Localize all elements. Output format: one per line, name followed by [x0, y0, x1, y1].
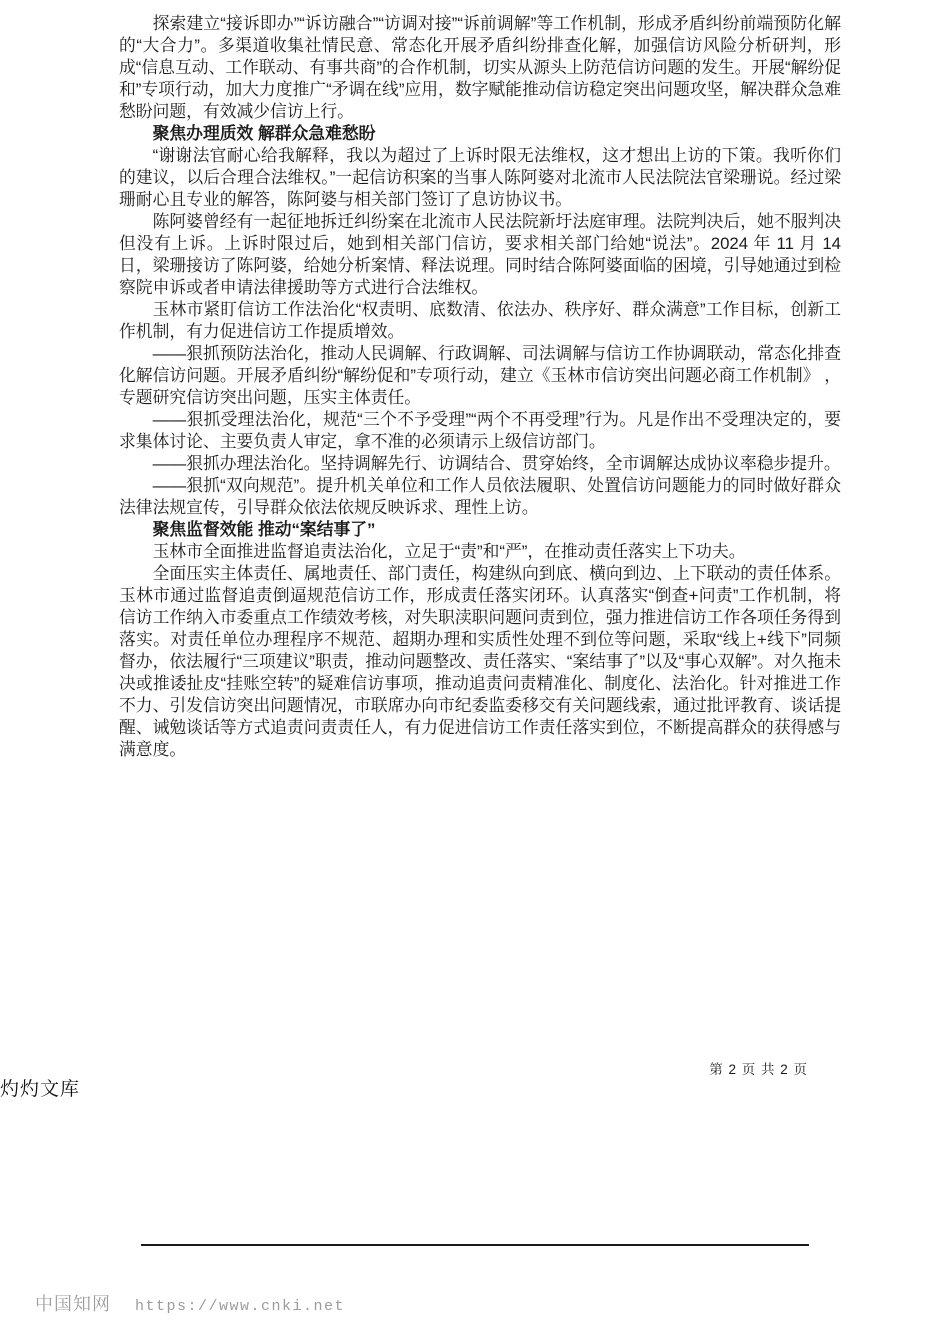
paragraph: 玉林市紧盯信访工作法治化“权责明、底数清、依法办、秩序好、群众满意”工作目标，创新工作机制，有力促进信访工作提质增效。 [119, 300, 841, 341]
section-heading: 聚焦监督效能 推动“案结事了” [152, 520, 376, 539]
paragraph: ——狠抓受理法治化，规范“三个不予受理”“两个不再受理”行为。凡是作出不受理决定的，要求集体讨论、主要负责人审定，拿不准的必须请示上级信访部门。 [119, 410, 841, 451]
paragraph: 玉林市全面推进监督追责法治化，立足于“责”和“严”，在推动责任落实上下功夫。 [152, 542, 746, 561]
paragraph: 探索建立“接诉即办”“诉访融合”“访调对接”“诉前调解”等工作机制，形成矛盾纠纷前端预防化解的“大合力”。多渠道收集社情民意、常态化开展矛盾纠纷排查化解，加强信访风险分析研判，形成“信息互动、工作联动、有事共商”的合作机制，切实从源头上防范信访问题的发生。开展“解纷促和”专项行动，加大力度推广“矛调在线”应用，数字赋能推动信访稳定突出问题攻坚，解决群众急难愁盼问题，有效减少信访上行。 [119, 14, 841, 121]
paragraph: ——狠抓“双向规范”。提升机关单位和工作人员依法履职、处置信访问题能力的同时做好群众法律法规宣传，引导群众依法依规反映诉求、理性上访。 [119, 476, 841, 517]
library-watermark: 灼灼文库 [0, 1079, 81, 1100]
page-number-indicator: 第 2 页 共 2 页 [709, 1062, 808, 1077]
footer-divider-line [141, 1244, 809, 1246]
document-body [119, 13, 841, 761]
source-branding [35, 1290, 345, 1316]
cnki-site-url: https://www.cnki.net [135, 1298, 346, 1315]
paragraph: 陈阿婆曾经有一起征地拆迁纠纷案在北流市人民法院新圩法庭审理。法院判决后，她不服判决但没有上诉。上诉时限过后，她到相关部门信访，要求相关部门给她“说法”。2024 年 11 月 14 日，梁珊接访了陈阿婆，给她分析案情、释法说理。同时结合陈阿婆面临的困境，引导她通过到检察院申诉或者申请法律援助等方式进行合法维权。 [119, 212, 841, 297]
paragraph: 全面压实主体责任、属地责任、部门责任，构建纵向到底、横向到边、上下联动的责任体系。玉林市通过监督追责倒逼规范信访工作，形成责任落实闭环。认真落实“倒查+问责”工作机制，将信访工作纳入市委重点工作绩效考核，对失职渎职问题问责到位，强力推进信访工作各项任务得到落实。对责任单位办理程序不规范、超期办理和实质性处理不到位等问题，采取“线上+线下”同频督办，依法履行“三项建议”职责，推动问题整改、责任落实、“案结事了”以及“事心双解”。对久拖未决或推诿扯皮“挂账空转”的疑难信访事项，推动追责问责精准化、制度化、法治化。针对推进工作不力、引发信访突出问题情况，市联席办向市纪委监委移交有关问题线索，通过批评教育、谈话提醒、诫勉谈话等方式追责问责责任人，有力促进信访工作责任落实到位，不断提高群众的获得感与满意度。 [119, 564, 841, 759]
paragraph: ——狠抓预防法治化，推动人民调解、行政调解、司法调解与信访工作协调联动，常态化排查化解信访问题。开展矛盾纠纷“解纷促和”专项行动，建立《玉林市信访突出问题必商工作机制》 ，专题研究信访突出问题，压实主体责任。 [119, 344, 841, 407]
section-heading: 聚焦办理质效 解群众急难愁盼 [152, 124, 376, 143]
cnki-site-name: 中国知网 [35, 1294, 111, 1314]
paragraph: “谢谢法官耐心给我解释，我以为超过了上诉时限无法维权，这才想出上访的下策。我听你们的建议，以后合理合法维权。”一起信访积案的当事人陈阿婆对北流市人民法院法官梁珊说。经过梁珊耐心且专业的解答，陈阿婆与相关部门签订了息访协议书。 [119, 146, 841, 209]
paragraph: ——狠抓办理法治化。坚持调解先行、访调结合、贯穿始终，全市调解达成协议率稳步提升。 [152, 454, 841, 473]
